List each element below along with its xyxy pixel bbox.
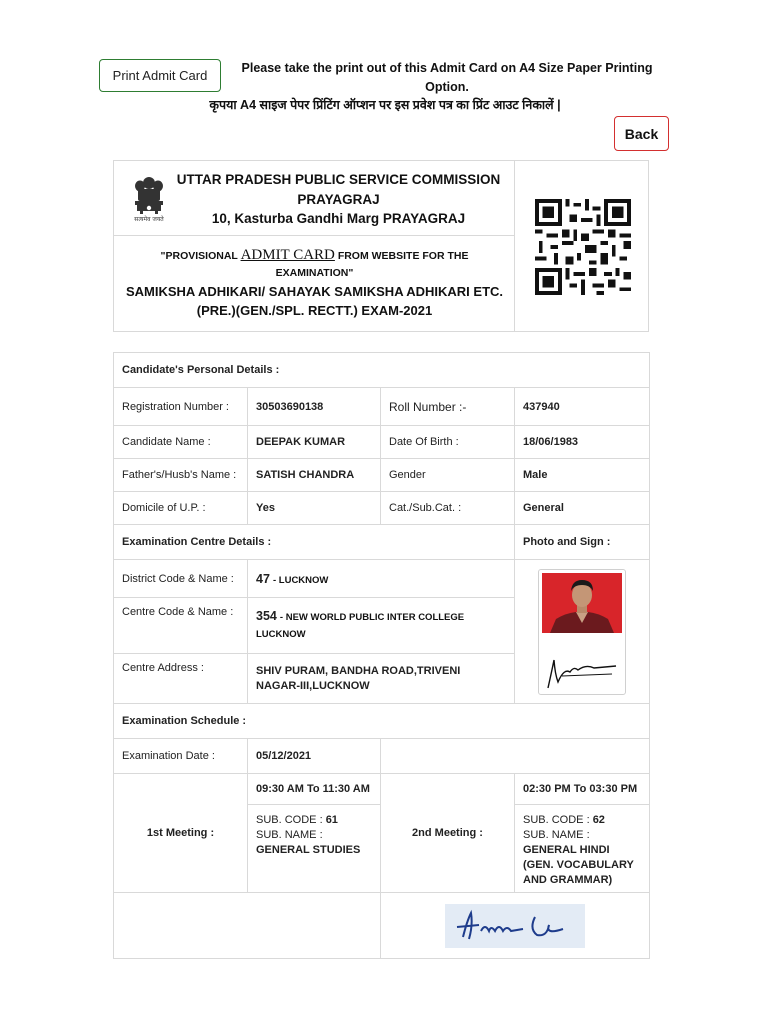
provisional-prefix: "PROVISIONAL — [160, 250, 238, 262]
photo-sign-title: Photo and Sign : — [515, 525, 650, 560]
print-notice-english: Please take the print out of this Admit Card on A4 Size Paper Printing Option. — [241, 61, 653, 94]
controller-signature — [445, 901, 585, 951]
qr-code — [535, 198, 631, 296]
gender-label: Gender — [381, 459, 515, 492]
centre-details-title: Examination Centre Details : — [114, 525, 515, 560]
meeting-1-sub-name: GENERAL STUDIES — [256, 844, 361, 856]
meeting-1-label: 1st Meeting : — [114, 774, 248, 893]
commission-name: UTTAR PRADESH PUBLIC SERVICE COMMISSION — [176, 172, 501, 187]
candidate-details-table — [113, 352, 650, 959]
exam-date-label: Examination Date : — [114, 739, 248, 774]
centre-address-value: SHIV PURAM, BANDHA ROAD,TRIVENI NAGAR-III,LUCKNOW — [248, 654, 515, 704]
schedule-title: Examination Schedule : — [114, 704, 650, 739]
meeting-1-sub-code-label: SUB. CODE : — [256, 814, 323, 826]
meeting-2-sub-code-label: SUB. CODE : — [523, 814, 590, 826]
candidate-photo — [542, 573, 622, 633]
domicile-label: Domicile of U.P. : — [114, 492, 248, 525]
exam-name-line-2: (PRE.)(GEN./SPL. RECTT.) EXAM-2021 — [196, 303, 433, 318]
back-button[interactable]: Back — [614, 116, 669, 151]
father-name-label: Father's/Husb's Name : — [114, 459, 248, 492]
candidate-name-label: Candidate Name : — [114, 426, 248, 459]
examination-word: EXAMINATION" — [275, 267, 354, 279]
meeting-2-sub-name: GENERAL HINDI (GEN. VOCABULARY AND GRAMMAR) — [523, 844, 634, 886]
exam-title-block — [114, 237, 515, 331]
admit-card-header — [113, 160, 649, 332]
registration-value: 30503690138 — [248, 388, 381, 426]
exam-date-value: 05/12/2021 — [248, 739, 381, 774]
meeting-2-label: 2nd Meeting : — [381, 774, 515, 893]
district-code: 47 — [256, 571, 270, 586]
meeting-2-sub-name-label: SUB. NAME : — [523, 829, 590, 841]
meeting-2-time: 02:30 PM To 03:30 PM — [515, 774, 650, 805]
print-admit-card-button[interactable]: Print Admit Card — [99, 59, 221, 92]
national-emblem-icon — [126, 173, 172, 223]
category-value: General — [515, 492, 650, 525]
candidate-photo-frame — [538, 569, 626, 695]
candidate-name-value: DEEPAK KUMAR — [248, 426, 381, 459]
registration-label: Registration Number : — [114, 388, 248, 426]
emblem-caption: सत्यमेव जयते — [134, 216, 164, 223]
district-name: LUCKNOW — [278, 574, 329, 586]
personal-details-title: Candidate's Personal Details : — [114, 353, 650, 388]
centre-name: NEW WORLD PUBLIC INTER COLLEGE LUCKNOW — [256, 612, 465, 640]
table-row — [114, 739, 650, 774]
meeting-1-sub-name-label: SUB. NAME : — [256, 829, 323, 841]
father-name-value: SATISH CHANDRA — [248, 459, 381, 492]
domicile-value: Yes — [248, 492, 381, 525]
blank-cell — [114, 893, 381, 959]
roll-number-value: 437940 — [515, 388, 650, 426]
table-row: Centre Code & Name : 354 - NEW WORLD PUBLIC INTER COLLEGE LUCKNOW — [114, 598, 650, 654]
meeting-1-time: 09:30 AM To 11:30 AM — [248, 774, 381, 805]
category-label: Cat./Sub.Cat. : — [381, 492, 515, 525]
admit-card-title: ADMIT CARD — [240, 247, 335, 263]
commission-block — [114, 161, 515, 236]
dob-value: 18/06/1983 — [515, 426, 650, 459]
centre-label: Centre Code & Name : — [114, 598, 248, 654]
table-row — [114, 492, 650, 525]
photo-sign-cell — [515, 560, 650, 704]
district-label: District Code & Name : — [114, 560, 248, 598]
centre-address-label: Centre Address : — [114, 654, 248, 704]
dob-label: Date Of Birth : — [381, 426, 515, 459]
meeting-1-sub-code: 61 — [325, 814, 338, 826]
table-row: District Code & Name : 47 - LUCKNOW — [114, 560, 650, 598]
table-row — [114, 388, 650, 426]
table-row — [114, 426, 650, 459]
roll-number-label: Roll Number :- — [381, 388, 515, 426]
controller-signature-cell — [381, 893, 650, 959]
commission-address: 10, Kasturba Gandhi Marg PRAYAGRAJ — [211, 211, 466, 226]
centre-code: 354 — [256, 609, 277, 623]
print-notice-hindi: कृपया A4 साइज पेपर प्रिंटिंग ऑप्शन पर इस प्रवेश पत्र का प्रिंट आउट निकालें | — [209, 98, 561, 112]
commission-city: PRAYAGRAJ — [297, 191, 380, 207]
header-left — [114, 161, 515, 331]
table-row — [114, 459, 650, 492]
candidate-signature — [542, 652, 622, 692]
gender-value: Male — [515, 459, 650, 492]
meeting-2-sub-code: 62 — [592, 814, 605, 826]
provisional-suffix: FROM WEBSITE FOR THE — [337, 250, 469, 262]
table-row — [114, 774, 650, 805]
exam-name-line-1: SAMIKSHA ADHIKARI/ SAHAYAK SAMIKSHA ADHIKARI ETC. — [125, 284, 504, 299]
